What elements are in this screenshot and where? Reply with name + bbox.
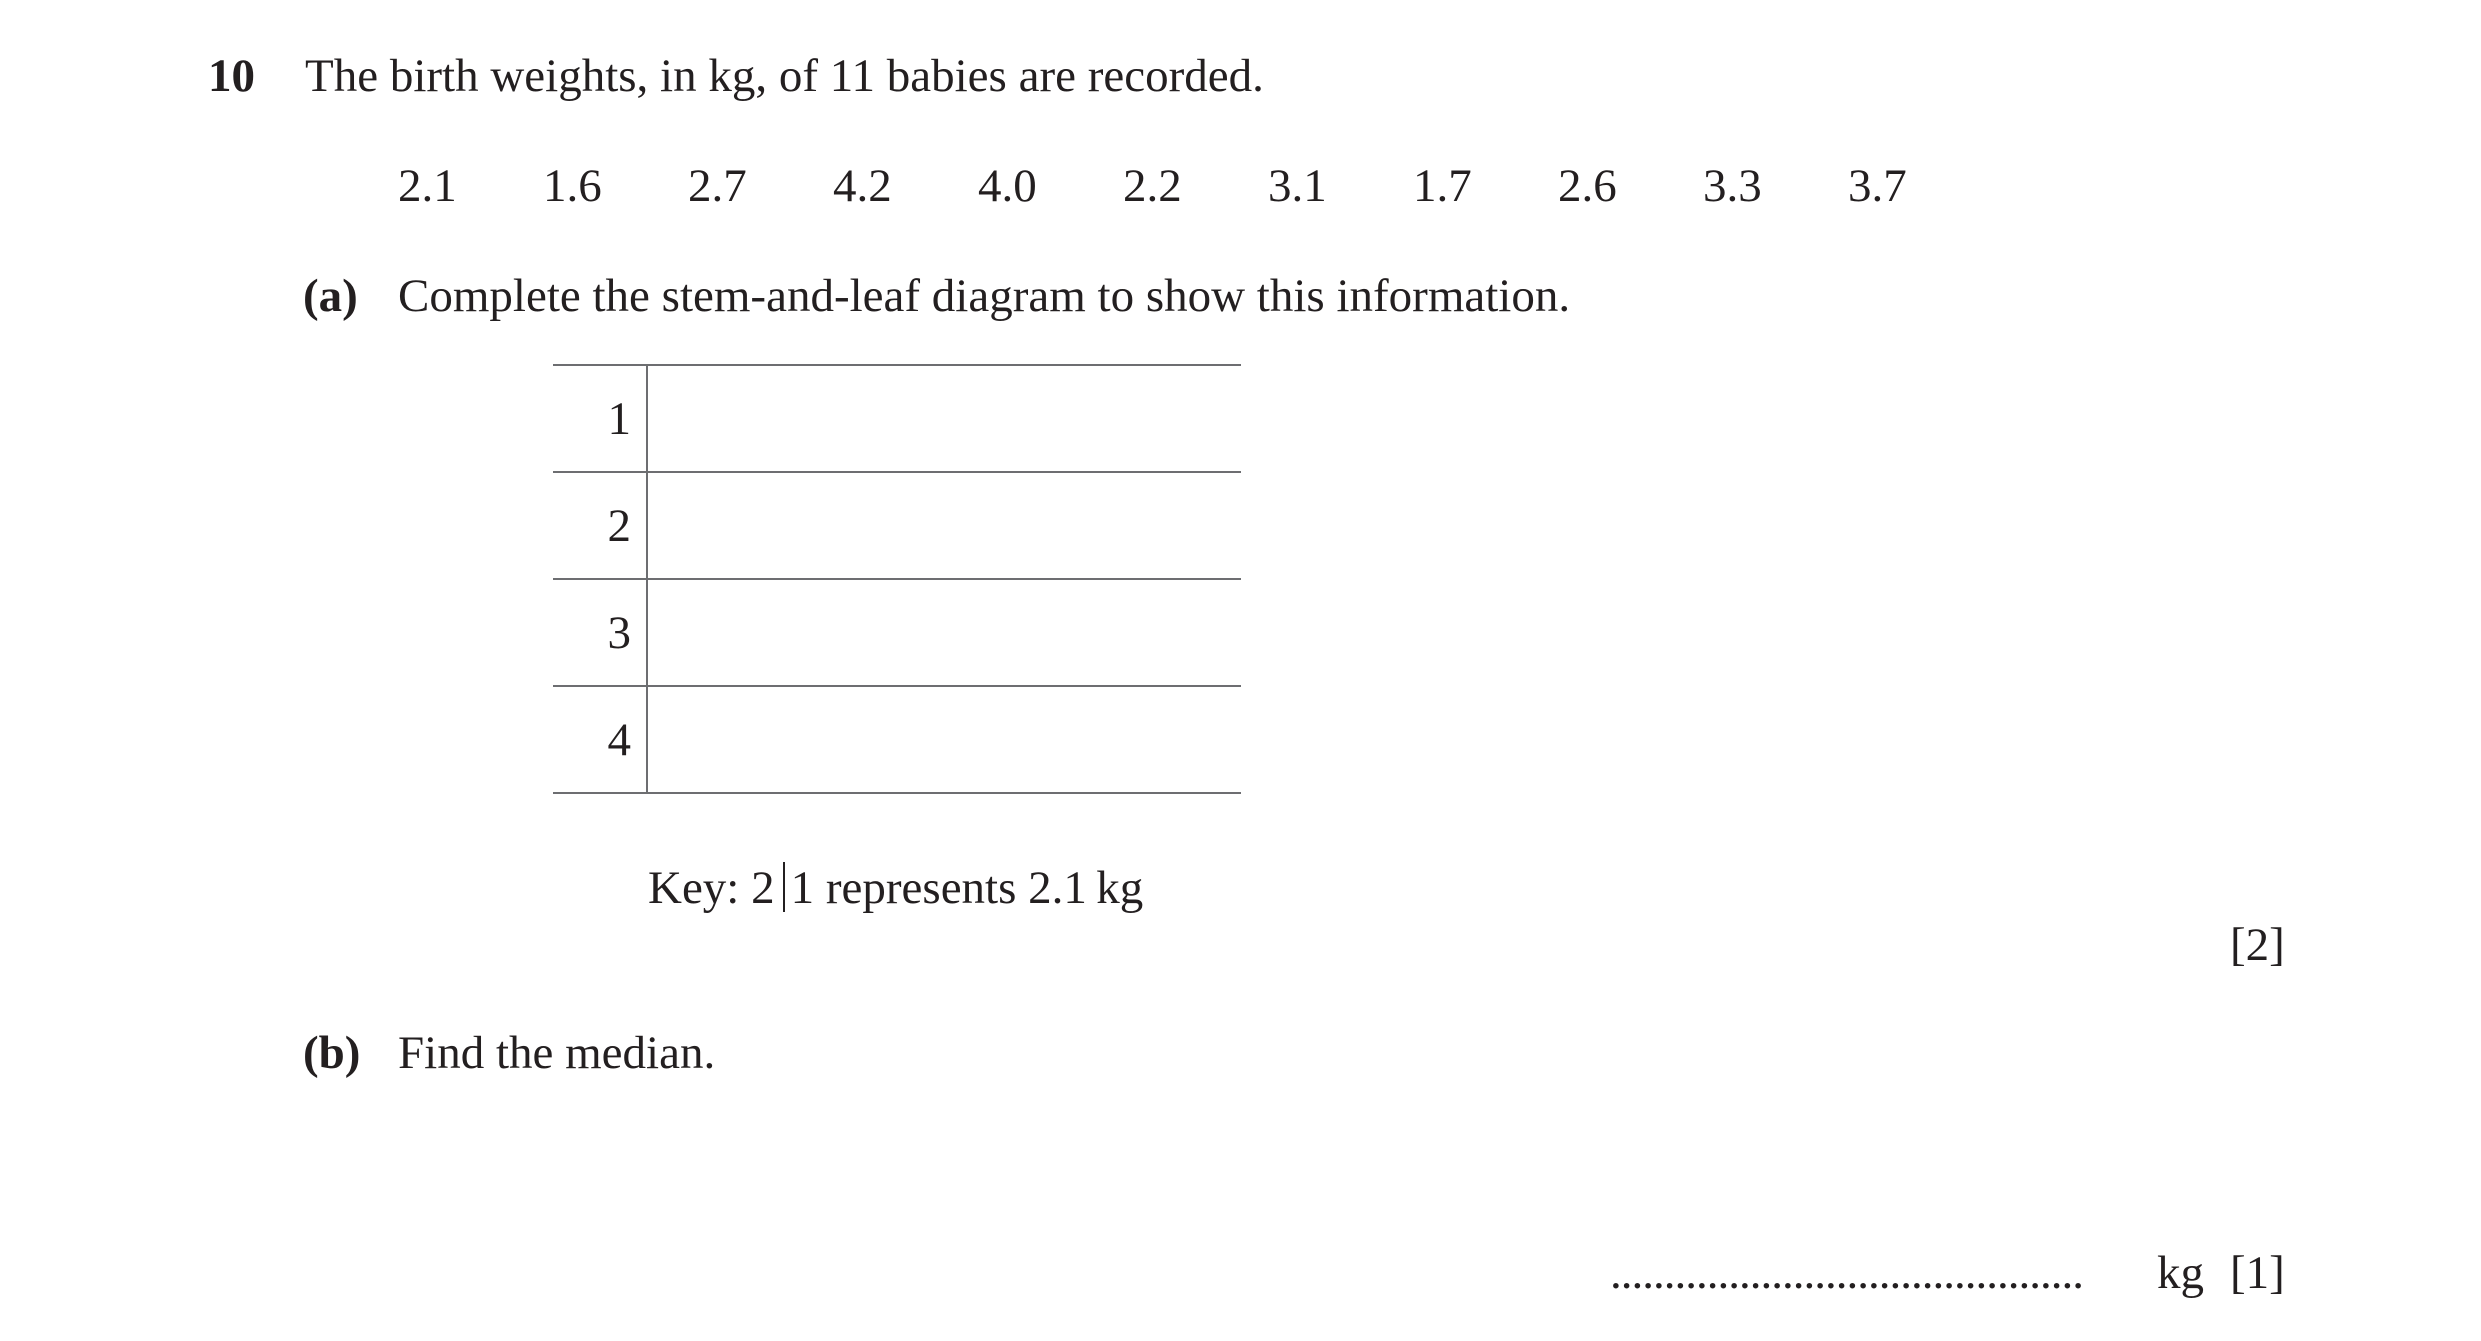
diagram-key <box>648 862 1143 912</box>
value-item: 1.6 <box>543 160 602 212</box>
part-b-text: Find the median. <box>398 1027 716 1079</box>
stem-value: 1 <box>607 393 631 445</box>
value-item: 2.6 <box>1558 160 1617 212</box>
question-stem: The birth weights, in kg, of 11 babies are recorded. <box>305 50 1264 102</box>
part-a-text: Complete the stem-and-leaf diagram to show this information. <box>398 270 1571 322</box>
question-number: 10 <box>208 50 255 102</box>
stem-and-leaf-diagram <box>553 364 1241 794</box>
value-item: 4.0 <box>978 160 1037 212</box>
value-item: 1.7 <box>1413 160 1472 212</box>
leaf-entry-area[interactable] <box>649 473 1239 577</box>
stem-value: 3 <box>607 607 631 659</box>
value-item: 3.1 <box>1268 160 1327 212</box>
stem-value: 4 <box>607 714 631 766</box>
value-item: 2.2 <box>1123 160 1182 212</box>
part-b-marks: [1] <box>2230 1247 2285 1299</box>
key-stem: 2 <box>751 862 775 914</box>
value-item: 2.7 <box>688 160 747 212</box>
key-leaf: 1 <box>790 862 815 914</box>
leaf-entry-area[interactable] <box>649 366 1239 470</box>
key-meaning: represents 2.1 kg <box>825 862 1144 914</box>
stem-divider <box>646 364 648 794</box>
value-item: 2.1 <box>398 160 457 212</box>
stem-value: 2 <box>607 500 631 552</box>
leaf-entry-area[interactable] <box>649 687 1239 791</box>
value-item: 3.7 <box>1848 160 1907 212</box>
value-item: 4.2 <box>833 160 892 212</box>
part-b-label: (b) <box>303 1027 361 1079</box>
key-prefix: Key: <box>648 862 740 914</box>
answer-unit: kg <box>2157 1247 2204 1299</box>
part-a-label: (a) <box>303 270 358 322</box>
answer-line[interactable]: ............................................ <box>1610 1247 2083 1299</box>
birth-weight-values <box>0 160 2481 223</box>
row-divider <box>553 792 1241 794</box>
part-a-marks: [2] <box>2230 919 2285 971</box>
leaf-entry-area[interactable] <box>649 580 1239 684</box>
value-item: 3.3 <box>1703 160 1762 212</box>
key-divider <box>783 862 785 912</box>
